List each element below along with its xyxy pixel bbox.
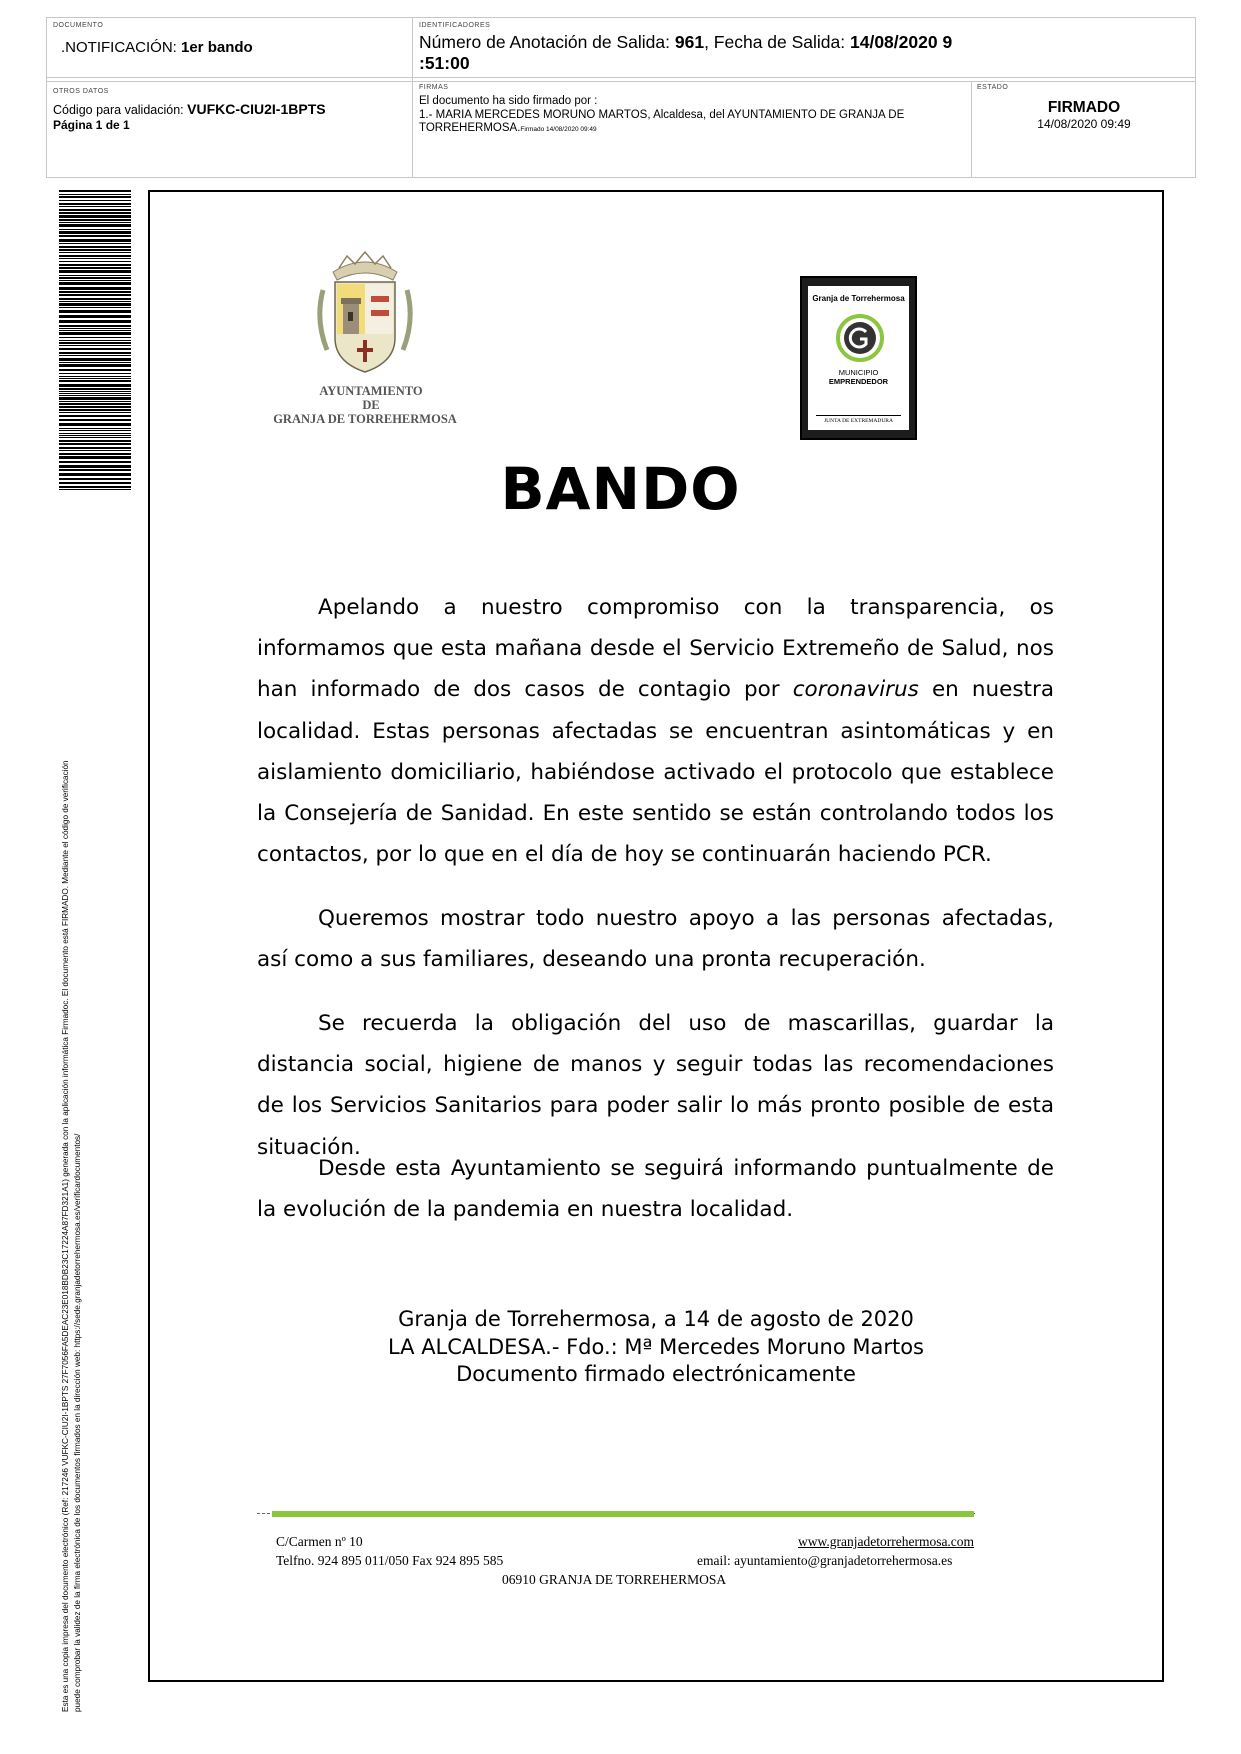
barcode-bar <box>59 303 131 306</box>
barcode-bar <box>59 246 131 248</box>
barcode-bar <box>59 215 131 218</box>
documento-name: 1er bando <box>181 39 253 56</box>
signature-signer: LA ALCALDESA.- Fdo.: Mª Mercedes Moruno Martos <box>387 1334 925 1359</box>
municipal-logo <box>245 250 485 440</box>
badge-middle-line-1: MUNICIPIO <box>838 368 879 377</box>
barcode-bar <box>59 358 131 361</box>
barcode-bar <box>59 369 131 371</box>
barcode-bar <box>59 340 131 341</box>
barcode-bar <box>59 307 131 308</box>
barcode-bar <box>59 229 131 230</box>
barcode-bar <box>59 406 131 408</box>
barcode-bar <box>59 270 131 273</box>
barcode-bar <box>59 388 131 390</box>
badge-middle-line-2: EMPRENDEDOR <box>828 377 889 386</box>
barcode-bar <box>59 409 131 411</box>
barcode-bar <box>59 280 131 281</box>
barcode-bar <box>59 200 131 201</box>
barcode-bar <box>59 440 131 442</box>
documento-label: DOCUMENTO <box>53 22 104 29</box>
barcode-bar <box>59 282 131 285</box>
barcode-bar <box>59 231 131 234</box>
anotacion-number: 961 <box>674 32 705 52</box>
header-row-divider-2 <box>47 81 1195 82</box>
barcode-bar <box>59 435 131 436</box>
paragraph-1-part-b: en nuestra localidad. Estas personas afectadas se encuentran asintomáticas y en aislamiento domiciliario, habiéndose activado el protocolo que establece la Consejería de Sanidad. En este sentido se están controlando todos los contactos, por lo que en el día de hoy se continuarán haciendo PCR. <box>257 677 1055 868</box>
barcode-bar <box>59 277 131 279</box>
header-col-divider <box>412 18 413 177</box>
identificadores-label: IDENTIFICADORES <box>419 22 491 29</box>
barcode-bar <box>59 364 131 367</box>
barcode-bar <box>59 393 131 394</box>
anotacion-label: Número de Anotación de Salida: <box>419 32 675 52</box>
signature-block <box>300 1306 1012 1389</box>
footer-city: 06910 GRANJA DE TORREHERMOSA <box>502 1572 727 1587</box>
barcode-bar <box>59 412 131 413</box>
barcode-bar <box>59 252 131 253</box>
paragraph-4: Desde esta Ayuntamiento se seguirá informando puntualmente de la evolución de la pandemia en nuestra localidad. <box>257 1156 1054 1223</box>
header-col-divider-estado <box>971 81 972 177</box>
barcode-bar <box>59 194 131 195</box>
barcode-bar <box>59 287 131 290</box>
firmas-label: FIRMAS <box>419 84 449 91</box>
badge-top-text: Granja de Torrehermosa <box>812 294 905 303</box>
barcode-bar <box>59 258 131 259</box>
barcode-bar <box>59 403 131 405</box>
estado-cell <box>977 84 1191 131</box>
logo-text-line-2: DE <box>362 398 380 412</box>
barcode-bar <box>59 243 131 244</box>
validation-code-label: Código para validación: <box>53 103 188 117</box>
document-title: BANDO <box>500 455 741 523</box>
barcode-bar <box>59 212 131 214</box>
barcode-bar <box>59 203 131 205</box>
logo-text-line-3: GRANJA DE TORREHERMOSA <box>273 412 457 426</box>
barcode-bar <box>59 249 131 251</box>
barcode-bar <box>59 294 131 296</box>
municipio-emprendedor-badge <box>800 276 917 440</box>
fecha-salida-date: 14/08/2020 9 <box>850 32 953 52</box>
barcode-bar <box>59 362 131 363</box>
barcode-bar <box>59 310 131 313</box>
status-badge: FIRMADO <box>1047 99 1121 116</box>
barcode-bar <box>59 219 131 221</box>
paragraph-3: Se recuerda la obligación del uso de mascarillas, guardar la distancia social, higiene de manos y seguir todas las recomendaciones de los Servicios Sanitarios para poder salir lo más pronto posible de esta situación. <box>257 1011 1054 1160</box>
barcode-bar <box>59 275 131 276</box>
identificadores-value <box>419 32 1189 74</box>
status-datetime: 14/08/2020 09:49 <box>1037 117 1131 131</box>
logo-text <box>245 384 485 426</box>
footer-phone: Telfno. 924 895 011/050 Fax 924 895 585 <box>276 1553 504 1568</box>
barcode-bar <box>59 325 131 327</box>
footer-address: C/Carmen nº 10 <box>276 1534 363 1549</box>
barcode-bar <box>59 419 131 421</box>
barcode-bar <box>59 267 131 269</box>
document-header-table <box>46 17 1196 178</box>
barcode-bar <box>59 196 131 198</box>
paragraph-1-part-a: Apelando a nuestro compromiso con la transparencia, os informamos que esta mañana desde el Servicio Extremeño de Salud, nos han informado de dos casos de contagio por <box>257 595 1054 703</box>
page-count: Página 1 de 1 <box>53 118 130 132</box>
paragraph-1 <box>257 587 1054 875</box>
header-row-divider <box>47 77 1195 78</box>
barcode-bar <box>59 380 131 382</box>
barcode-bar <box>59 433 131 434</box>
firmas-entity: TORREHERMOSA. <box>419 122 521 134</box>
validation-code-value: VUFKC-CIU2I-1BPTS <box>187 101 326 117</box>
barcode-bar <box>59 291 131 293</box>
firmas-text <box>419 95 969 137</box>
barcode-bar <box>59 376 131 377</box>
side-text-line-1: Esta es una copia impresa del documento electrónico (Ref: 217246 VUFKC-CIU2I-1BPTS 27F7056FA5DEAC23E018BDB23C17224A87FD321A1) generada con la aplicación informática Firmadoc. El documento está FIRMADO. Mediante el código de verificación <box>61 760 70 1712</box>
barcode-bar <box>59 261 131 262</box>
documento-prefix: .NOTIFICACIÓN: <box>61 39 181 56</box>
footer-website-link[interactable]: www.granjadetorrehermosa.com <box>798 1534 975 1549</box>
badge-middle-text <box>808 368 909 386</box>
barcode-bar <box>59 301 131 302</box>
barcode-bar <box>59 352 131 354</box>
firmas-signed-date: Firmado 14/08/2020 09:49 <box>520 126 597 133</box>
barcode-bar <box>59 206 131 207</box>
barcode-bar <box>59 395 131 396</box>
barcode-bar <box>59 328 131 329</box>
estado-label: ESTADO <box>977 84 1009 91</box>
barcode-bar <box>59 355 131 356</box>
footer-email[interactable]: email: ayuntamiento@granjadetorrehermosa.es <box>697 1553 953 1568</box>
fecha-salida-time: :51:00 <box>419 53 470 73</box>
paragraph-1-italic: coronavirus <box>792 677 919 703</box>
barcode-bar <box>59 423 131 426</box>
barcode-bar <box>59 332 131 335</box>
barcode-bar <box>59 401 131 402</box>
barcode-bar <box>59 235 131 237</box>
paragraph-2: Queremos mostrar todo nuestro apoyo a las personas afectadas, así como a sus familiares, deseando una pronta recuperación. <box>257 906 1054 973</box>
barcode-bar <box>59 320 131 323</box>
barcode-bar <box>59 397 131 400</box>
side-text-line-2: puede comprobar la validez de la firma electrónica de los documentos firmados en la dirección web: https://sede.granjadetorrehermosa.es/verificardocumentos/ <box>73 1133 82 1712</box>
emprendedor-logo-icon <box>835 313 885 363</box>
documento-cell <box>53 22 403 56</box>
barcode-bar <box>59 428 131 429</box>
barcode-bar <box>59 415 131 417</box>
barcode-bar <box>59 298 131 300</box>
badge-bottom-text: JUNTA DE EXTREMADURA <box>816 415 901 424</box>
barcode-bar <box>59 264 131 266</box>
documento-value <box>61 39 403 56</box>
barcode-bar <box>59 255 131 257</box>
firmas-cell <box>419 84 969 137</box>
barcode-bar <box>59 447 131 449</box>
barcode-bar <box>59 443 131 445</box>
verification-side-text <box>60 487 84 1712</box>
coat-of-arms-icon <box>315 250 415 380</box>
barcode-bar <box>59 391 131 392</box>
otros-datos-cell <box>53 88 403 132</box>
logo-text-line-1: AYUNTAMIENTO <box>319 384 423 398</box>
barcode-bar <box>59 373 131 374</box>
firmas-line-1: El documento ha sido firmado por : <box>419 95 598 107</box>
barcode-bar <box>59 224 131 227</box>
barcode-bar <box>59 330 131 331</box>
identificadores-cell <box>419 22 1189 74</box>
barcode-bar <box>59 430 131 431</box>
barcode-bar <box>59 209 131 211</box>
footer-green-line <box>272 1511 974 1517</box>
firmas-line-3 <box>419 122 969 137</box>
signature-place-date: Granja de Torrehermosa, a 14 de agosto de 2020 <box>398 1307 914 1331</box>
barcode-bar <box>59 222 131 223</box>
barcode-bar <box>59 190 131 192</box>
barcode-bar <box>59 239 131 242</box>
barcode-bar <box>59 342 131 344</box>
signature-note: Documento firmado electrónicamente <box>456 1362 856 1386</box>
barcode-bar <box>59 337 131 338</box>
barcode-bar <box>59 315 131 318</box>
barcode <box>59 190 131 490</box>
barcode-bar <box>59 384 131 387</box>
firmas-line-2: 1.- MARIA MERCEDES MORUNO MARTOS, Alcaldesa, del AYUNTAMIENTO DE GRANJA DE <box>419 108 905 121</box>
validation-code <box>53 101 403 117</box>
barcode-bar <box>59 450 131 451</box>
barcode-bar <box>59 437 131 438</box>
badge-inner <box>808 286 909 430</box>
barcode-bar <box>59 345 131 346</box>
barcode-bar <box>59 348 131 350</box>
fecha-salida-label: , Fecha de Salida: <box>704 32 850 52</box>
otros-datos-label: OTROS DATOS <box>53 88 109 95</box>
barcode-bar <box>59 378 131 379</box>
